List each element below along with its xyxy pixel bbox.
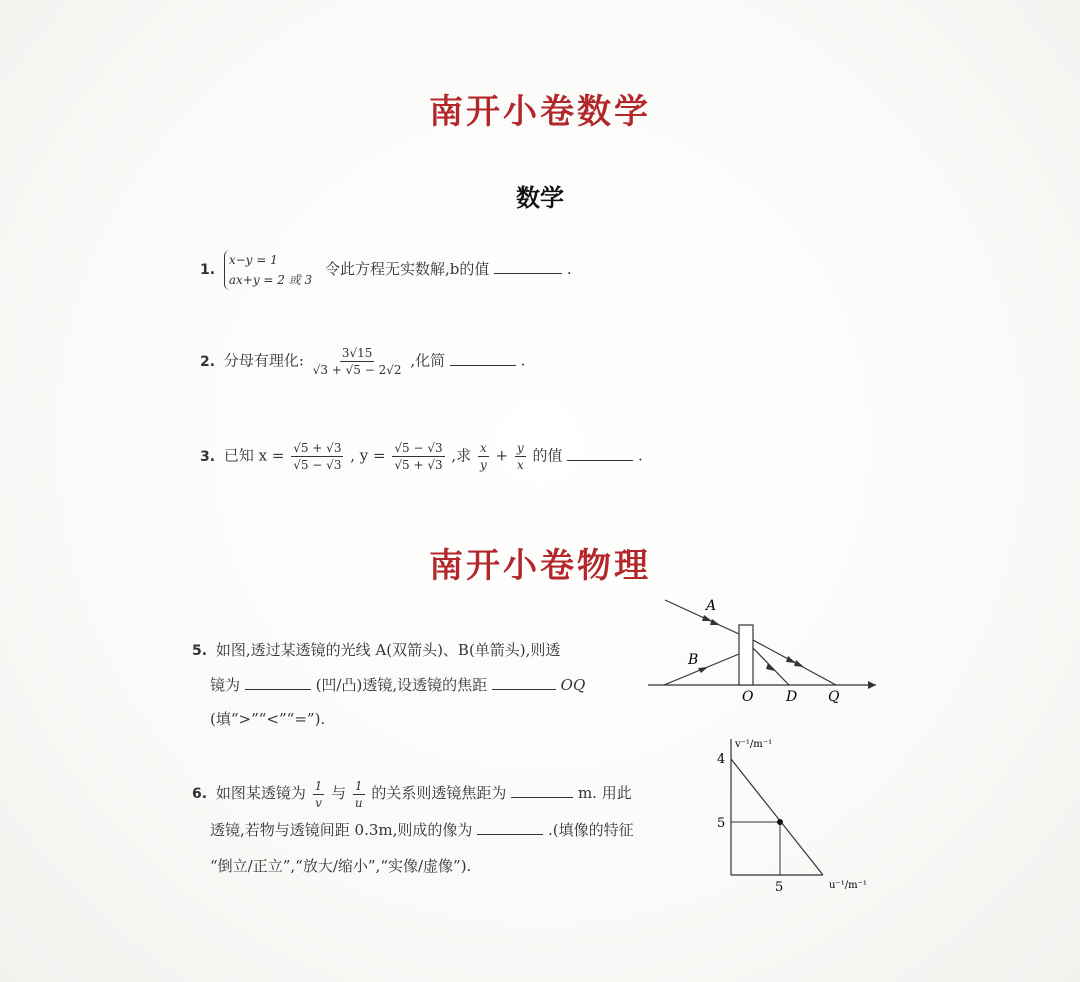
numerator: 3√15 <box>341 346 373 360</box>
x-over-y-fraction <box>478 440 489 473</box>
denominator: √5 + √3 <box>394 458 443 472</box>
question-2 <box>200 345 525 378</box>
label-q: Q <box>828 689 840 705</box>
x-tick-5: 5 <box>775 880 784 895</box>
one-over-v-fraction <box>313 778 325 811</box>
question-text: 与 <box>331 784 347 802</box>
x-fraction <box>291 440 343 473</box>
physics-title: 南开小卷物理 <box>429 546 651 586</box>
question-6 <box>192 775 634 884</box>
label-a: A <box>706 598 717 614</box>
fraction <box>311 345 404 378</box>
y-fraction <box>392 440 444 473</box>
question-5-line-1 <box>192 633 585 668</box>
answer-blank-image[interactable] <box>477 820 543 835</box>
x-axis-label: u⁻¹/m⁻¹ <box>829 880 867 891</box>
question-text: .(填像的特征 <box>547 821 634 839</box>
denominator: √3 + √5 − 2√2 <box>312 363 402 377</box>
question-suffix: 的值 <box>532 446 563 465</box>
answer-blank[interactable] <box>450 351 516 366</box>
question-number: 5. <box>192 643 208 659</box>
equation-1: x−y = 1 <box>228 253 278 267</box>
question-text: 透镜,若物与透镜间距 0.3m,则成的像为 <box>210 821 473 839</box>
question-text: 如图某透镜为 <box>215 784 306 802</box>
answer-blank[interactable] <box>567 446 633 461</box>
data-point <box>777 819 783 825</box>
denominator: x <box>516 458 524 472</box>
question-suffix: ,化简 <box>410 351 446 370</box>
y-label: , y = <box>350 446 386 465</box>
label-d: D <box>786 689 798 705</box>
ray-a-arrow-3 <box>786 656 796 663</box>
question-mid: ,求 <box>451 446 472 465</box>
label-b: B <box>688 652 699 668</box>
math-title: 南开小卷数学 <box>429 92 651 132</box>
numerator: √5 + √3 <box>293 441 342 455</box>
math-subtitle: 数学 <box>516 184 564 212</box>
ray-b-arrow <box>698 667 708 673</box>
y-tick-4: 4 <box>717 752 726 767</box>
answer-blank-comparison[interactable] <box>492 675 556 690</box>
question-end: . <box>566 260 572 278</box>
denominator: v <box>315 795 322 810</box>
numerator: √5 − √3 <box>394 441 443 455</box>
question-prefix: 已知 x = <box>223 446 285 465</box>
answer-blank-lens-type[interactable] <box>245 675 311 690</box>
question-number: 3. <box>200 448 216 465</box>
question-6-line-2 <box>192 812 634 848</box>
question-text: (填“>”“<”“=”). <box>210 710 326 728</box>
question-text: “倒立/正立”,“放大/缩小”,“实像/虚像”). <box>210 857 472 875</box>
data-line <box>731 759 823 875</box>
ray-a-incident <box>665 600 739 634</box>
question-text: (凹/凸)透镜,设透镜的焦距 <box>315 676 488 694</box>
numerator: y <box>516 441 524 455</box>
ray-a-arrow-4 <box>794 660 804 667</box>
question-5-line-2 <box>192 668 585 702</box>
question-prefix: 分母有理化: <box>223 351 304 370</box>
denominator: y <box>479 458 487 472</box>
lens-block <box>739 625 753 685</box>
question-text: 镜为 <box>210 676 241 694</box>
numerator: 1 <box>354 778 363 793</box>
question-1 <box>200 250 572 290</box>
ray-a-arrow-2 <box>710 619 720 625</box>
answer-blank-focal-length[interactable] <box>511 783 573 798</box>
question-text: 如图,透过某透镜的光线 A(双箭头)、B(单箭头),则透 <box>215 641 561 659</box>
y-axis-label: v⁻¹/m⁻¹ <box>735 739 773 750</box>
axis-arrowhead <box>868 681 876 689</box>
question-3 <box>200 440 643 473</box>
denominator: √5 − √3 <box>293 458 342 472</box>
segment-label: OQ <box>560 676 586 694</box>
ray-b-arrow-2 <box>766 663 775 671</box>
answer-blank[interactable] <box>494 259 562 274</box>
denominator: u <box>354 795 363 810</box>
question-5 <box>192 633 585 736</box>
question-text: m. 用此 <box>577 784 632 802</box>
equation-system <box>224 250 312 290</box>
question-6-line-1 <box>192 775 634 812</box>
question-end: . <box>520 351 526 370</box>
equation-2: ax+y = 2 或 3 <box>228 273 313 287</box>
ray-a-arrow-1 <box>702 615 712 621</box>
question-5-line-3 <box>192 702 585 736</box>
y-over-x-fraction <box>515 440 526 473</box>
question-end: . <box>638 446 643 465</box>
question-text: 令此方程无实数解,b的值 <box>324 260 490 278</box>
question-6-line-3 <box>192 848 634 884</box>
question-number: 6. <box>192 786 208 802</box>
y-tick-5: 5 <box>717 816 726 831</box>
question-number: 2. <box>200 353 216 370</box>
inverse-distance-graph <box>715 733 885 898</box>
numerator: x <box>479 441 487 455</box>
label-o: O <box>742 689 754 705</box>
question-text: 的关系则透镜焦距为 <box>371 784 507 802</box>
numerator: 1 <box>314 778 323 793</box>
question-number: 1. <box>200 262 216 278</box>
lens-ray-diagram <box>640 592 885 707</box>
one-over-u-fraction <box>353 778 365 811</box>
plus-sign: + <box>495 446 509 465</box>
